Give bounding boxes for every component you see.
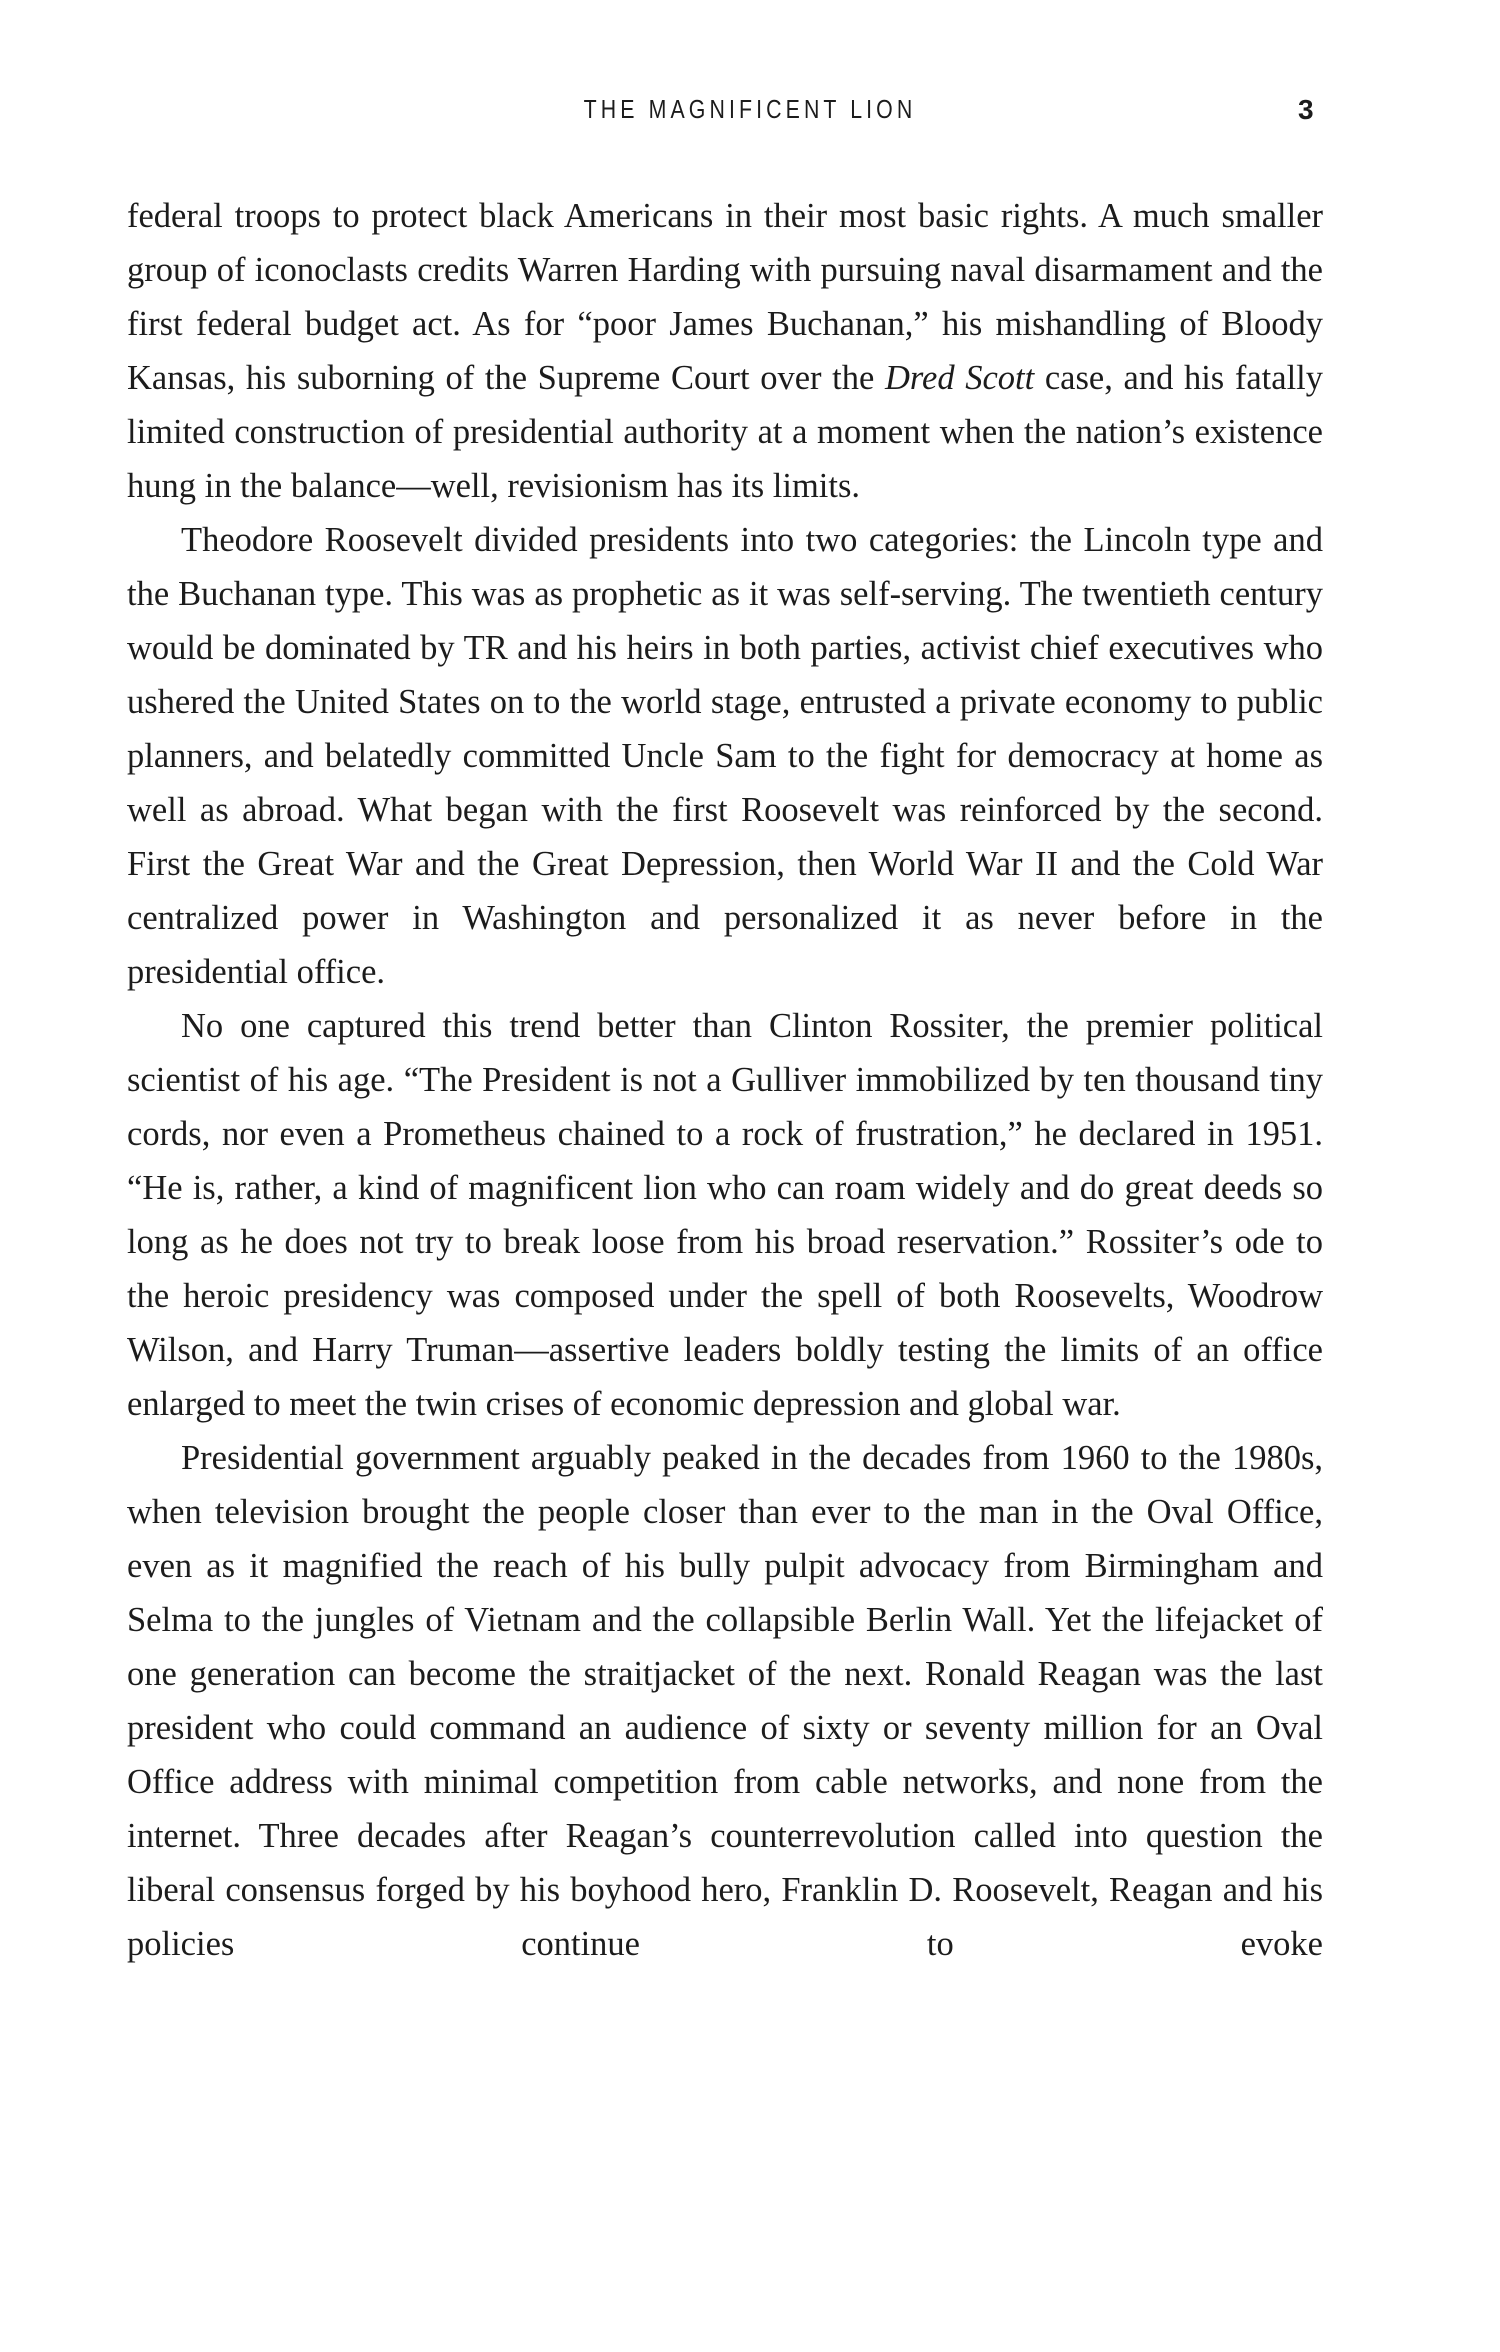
page-number: 3: [1298, 94, 1314, 125]
running-title: THE MAGNIFICENT LION: [583, 94, 917, 124]
case-name-italic: Dred Scott: [884, 359, 1035, 397]
paragraph-2: Theodore Roosevelt divided presidents into two categories: the Lincoln type and the Buchanan type. This was as prophetic as it was self-serving. The twentieth century would be dominated by TR and his heirs in both parties, activist chief executives who ushered the United States on to the world stage, entrusted a private economy to public planners, and belatedly committed Uncle Sam to the fight for democracy at home as well as abroad. What began with the first Roosevelt was reinforced by the second. First the Great War and the Great Depression, then World War II and the Cold War centralized power in Washington and personalized it as never before in the presidential office.: [127, 521, 1323, 991]
paragraph-3: No one captured this trend better than Clinton Rossiter, the premier political scientist of his age. “The President is not a Gulliver immobilized by ten thousand tiny cords, nor even a Prometheus chained to a rock of frustration,” he declared in 1951. “He is, rather, a kind of magnificent lion who can roam widely and do great deeds so long as he does not try to break loose from his broad reservation.” Rossiter’s ode to the heroic presidency was composed under the spell of both Roosevelts, Woodrow Wilson, and Harry Truman—assertive leaders boldly testing the limits of an office enlarged to meet the twin crises of economic depression and global war.: [127, 1007, 1323, 1423]
body-text: [127, 189, 1323, 1971]
paragraph-1-text-end: case, and his fatally limited construction of presidential authority at a moment when the nation’s existence hung in the balance—well, revisionism has its limits.: [127, 359, 1324, 505]
paragraph-1-text: federal troops to protect black Americans in their most basic rights. A much smaller group of iconoclasts credits Warren Harding with pursuing naval disarmament and the first federal budget act. As for “poor James Buchanan,” his mishandling of Bloody Kansas, his suborning of the Supreme Court over the: [127, 197, 1323, 397]
running-head: [0, 94, 1500, 134]
paragraph-1: [127, 189, 1323, 513]
paragraph-4: Presidential government arguably peaked in the decades from 1960 to the 1980s, when television brought the people closer than ever to the man in the Oval Office, even as it magnified the reach of his bully pulpit advocacy from Birmingham and Selma to the jungles of Vietnam and the collapsible Berlin Wall. Yet the lifejacket of one generation can become the straitjacket of the next. Ronald Reagan was the last president who could command an audience of sixty or seventy million for an Oval Office address with minimal competition from cable networks, and none from the internet. Three decades after Reagan’s counterrevolution called into question the liberal consensus forged by his boyhood hero, Franklin D. Roosevelt, Reagan and his policies continue to evoke: [127, 1439, 1323, 1963]
